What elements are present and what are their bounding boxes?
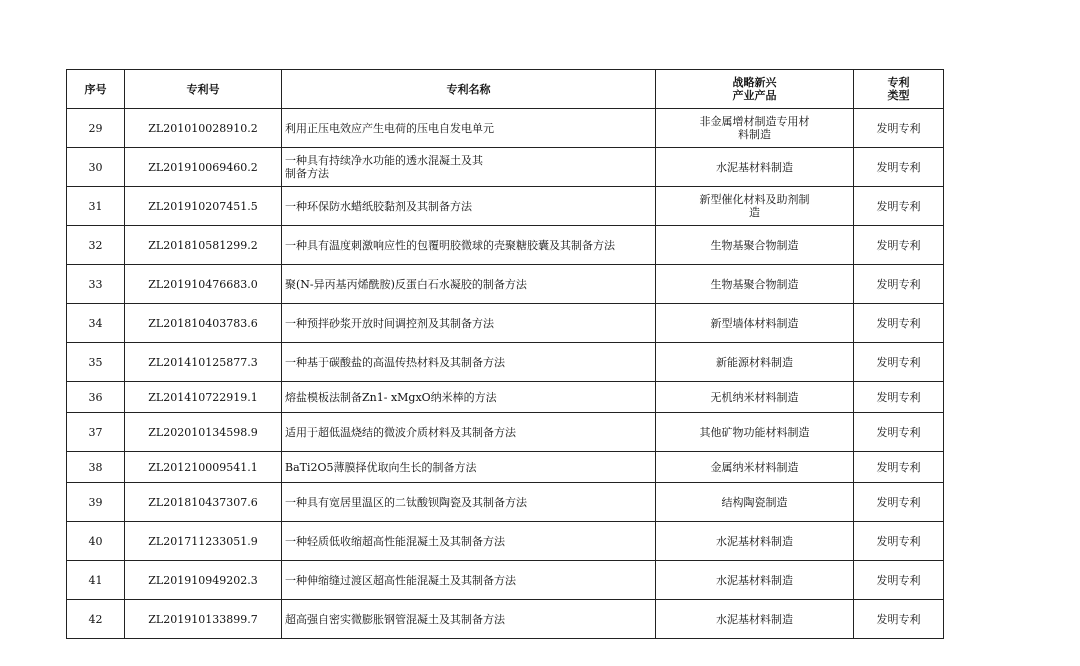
cell-type: 发明专利 <box>854 483 944 522</box>
table-body <box>67 109 944 639</box>
cell-category: 新型墙体材料制造 <box>656 304 854 343</box>
cell-type: 发明专利 <box>854 304 944 343</box>
patent-table <box>66 69 944 639</box>
cell-type: 发明专利 <box>854 522 944 561</box>
cell-type: 发明专利 <box>854 561 944 600</box>
cell-patent-name: 一种环保防水蜡纸胶黏剂及其制备方法 <box>282 187 656 226</box>
cell-type: 发明专利 <box>854 148 944 187</box>
cell-patent-no: ZL201910133899.7 <box>125 600 282 639</box>
cell-type: 发明专利 <box>854 413 944 452</box>
col-header-patent-no: 专利号 <box>125 70 282 109</box>
cell-seq: 30 <box>67 148 125 187</box>
cell-type: 发明专利 <box>854 187 944 226</box>
table-row <box>67 382 944 413</box>
cell-category: 新型催化材料及助剂制 造 <box>656 187 854 226</box>
cell-type: 发明专利 <box>854 343 944 382</box>
cell-seq: 37 <box>67 413 125 452</box>
cell-category: 新能源材料制造 <box>656 343 854 382</box>
cell-patent-no: ZL201210009541.1 <box>125 452 282 483</box>
cell-seq: 39 <box>67 483 125 522</box>
col-header-seq: 序号 <box>67 70 125 109</box>
cell-seq: 42 <box>67 600 125 639</box>
cell-category: 水泥基材料制造 <box>656 148 854 187</box>
cell-patent-no: ZL201810437307.6 <box>125 483 282 522</box>
table-row <box>67 187 944 226</box>
cell-seq: 40 <box>67 522 125 561</box>
table-row <box>67 522 944 561</box>
cell-patent-name: 一种轻质低收缩超高性能混凝土及其制备方法 <box>282 522 656 561</box>
cell-category: 无机纳米材料制造 <box>656 382 854 413</box>
cell-category: 生物基聚合物制造 <box>656 226 854 265</box>
cell-seq: 41 <box>67 561 125 600</box>
cell-seq: 29 <box>67 109 125 148</box>
table-row <box>67 304 944 343</box>
cell-type: 发明专利 <box>854 109 944 148</box>
cell-patent-name: 一种基于碳酸盐的高温传热材料及其制备方法 <box>282 343 656 382</box>
cell-patent-no: ZL201910949202.3 <box>125 561 282 600</box>
cell-patent-no: ZL201910207451.5 <box>125 187 282 226</box>
cell-seq: 35 <box>67 343 125 382</box>
cell-patent-name: 一种预拌砂浆开放时间调控剂及其制备方法 <box>282 304 656 343</box>
cell-category: 其他矿物功能材料制造 <box>656 413 854 452</box>
cell-patent-no: ZL202010134598.9 <box>125 413 282 452</box>
cell-type: 发明专利 <box>854 226 944 265</box>
cell-patent-name: 聚(N-异丙基丙烯酰胺)反蛋白石水凝胶的制备方法 <box>282 265 656 304</box>
cell-patent-name: 一种具有温度刺激响应性的包覆明胶微球的壳聚糖胶囊及其制备方法 <box>282 226 656 265</box>
cell-patent-name: 熔盐模板法制备Zn1- xMgxO纳米棒的方法 <box>282 382 656 413</box>
table-row <box>67 343 944 382</box>
col-header-patent-name: 专利名称 <box>282 70 656 109</box>
cell-category: 结构陶瓷制造 <box>656 483 854 522</box>
cell-patent-name: 一种伸缩缝过渡区超高性能混凝土及其制备方法 <box>282 561 656 600</box>
cell-type: 发明专利 <box>854 452 944 483</box>
cell-seq: 33 <box>67 265 125 304</box>
cell-type: 发明专利 <box>854 600 944 639</box>
cell-patent-no: ZL201810581299.2 <box>125 226 282 265</box>
cell-patent-name: BaTi2O5薄膜择优取向生长的制备方法 <box>282 452 656 483</box>
cell-patent-name: 一种具有持续净水功能的透水混凝土及其 制备方法 <box>282 148 656 187</box>
cell-patent-no: ZL201010028910.2 <box>125 109 282 148</box>
table-row <box>67 561 944 600</box>
cell-category: 水泥基材料制造 <box>656 522 854 561</box>
cell-category: 非金属增材制造专用材 料制造 <box>656 109 854 148</box>
col-header-category: 战略新兴 产业产品 <box>656 70 854 109</box>
cell-patent-no: ZL201910476683.0 <box>125 265 282 304</box>
cell-patent-no: ZL201410722919.1 <box>125 382 282 413</box>
cell-category: 生物基聚合物制造 <box>656 265 854 304</box>
cell-category: 金属纳米材料制造 <box>656 452 854 483</box>
cell-seq: 34 <box>67 304 125 343</box>
cell-category: 水泥基材料制造 <box>656 600 854 639</box>
cell-patent-name: 适用于超低温烧结的微波介质材料及其制备方法 <box>282 413 656 452</box>
cell-seq: 31 <box>67 187 125 226</box>
cell-patent-name: 利用正压电效应产生电荷的压电自发电单元 <box>282 109 656 148</box>
table-row <box>67 265 944 304</box>
cell-seq: 32 <box>67 226 125 265</box>
table-row <box>67 452 944 483</box>
header-row <box>67 70 944 109</box>
cell-patent-name: 一种具有宽居里温区的二钛酸钡陶瓷及其制备方法 <box>282 483 656 522</box>
table-row <box>67 226 944 265</box>
table-row <box>67 148 944 187</box>
cell-seq: 36 <box>67 382 125 413</box>
cell-patent-no: ZL201810403783.6 <box>125 304 282 343</box>
table-header <box>67 70 944 109</box>
cell-patent-name: 超高强自密实微膨胀钢管混凝土及其制备方法 <box>282 600 656 639</box>
cell-seq: 38 <box>67 452 125 483</box>
cell-type: 发明专利 <box>854 382 944 413</box>
table-row <box>67 483 944 522</box>
table-row <box>67 109 944 148</box>
table-row <box>67 600 944 639</box>
col-header-type: 专利 类型 <box>854 70 944 109</box>
cell-type: 发明专利 <box>854 265 944 304</box>
cell-patent-no: ZL201910069460.2 <box>125 148 282 187</box>
cell-patent-no: ZL201711233051.9 <box>125 522 282 561</box>
cell-patent-no: ZL201410125877.3 <box>125 343 282 382</box>
cell-category: 水泥基材料制造 <box>656 561 854 600</box>
table-row <box>67 413 944 452</box>
